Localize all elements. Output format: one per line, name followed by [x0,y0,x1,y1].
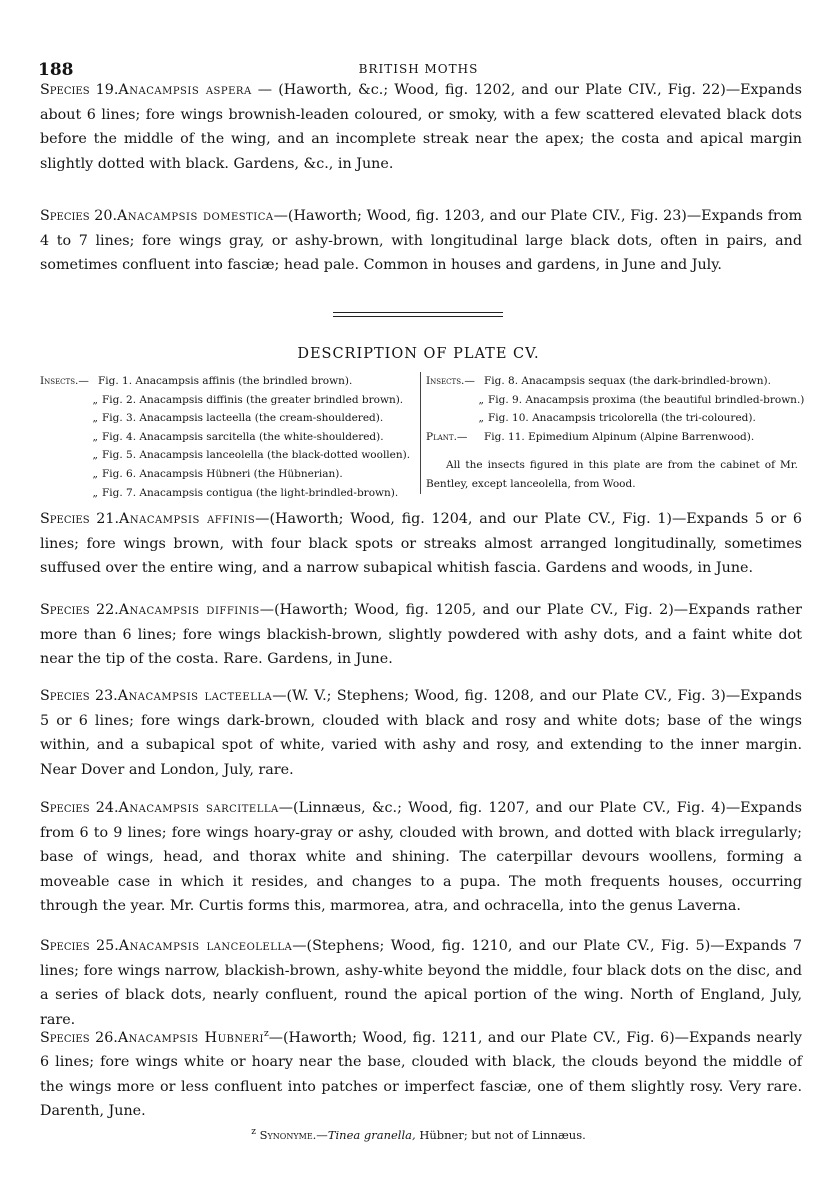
species-number: Species 20. [40,208,118,224]
footnote-marker: z [263,1029,269,1039]
species-name: Anacampsis Hubneri [117,1029,264,1046]
plate-figure-entry: „ Fig. 2. Anacampsis diffinis (the greater brindled brown). [92,393,404,406]
plate-figure-entry: Insects.— Fig. 1. Anacampsis affinis (the brindled brown). [40,375,353,387]
section-rule-top [333,312,503,313]
species-separator: — [255,511,270,527]
species-name: Anacampsis lacteella [117,688,273,704]
species-entry-24 [40,796,802,919]
species-description: (Haworth; Wood, fig. 1203, and our Plate CIV., Fig. 23)—Expands from 4 to 7 lines; fore wings gray, or ashy-brown, with longitudinal large black dots, often in pairs, and sometimes confluent into fasciæ; head pale. Common in houses and gardens, in June and July. [40,208,803,273]
plate-figure-entry: „ Fig. 9. Anacampsis proxima (the beautiful brindled-brown.) [478,393,805,406]
running-title: BRITISH MOTHS [358,62,479,76]
species-separator: — [292,938,307,954]
species-name: Anacampsis diffinis [118,602,260,618]
species-number: Species 25. [40,938,119,954]
species-entry-19 [40,78,802,176]
species-number: Species 19. [40,82,119,98]
species-number: Species 24. [40,800,119,816]
plate-figure-entry: „ Fig. 10. Anacampsis tricolorella (the tri-coloured). [478,412,756,425]
species-number: Species 23. [40,688,118,704]
footnote-mark: z [251,1127,256,1137]
species-separator: — [259,602,275,618]
species-separator: — [278,800,294,816]
species-name: Anacampsis sarcitella [118,800,279,816]
species-description: (Haworth, &c.; Wood, fig. 1202, and our Plate CIV., Fig. 22)—Expands about 6 lines; fore wings brownish-leaden coloured, or smoky, with a few scattered elevated black dots before the middle of the wing, and an incomplete streak near the apex; the costa and apical margin slightly dotted with black. Gardens, &c., in June. [40,82,802,172]
species-separator: — [268,1029,283,1046]
species-description: (Haworth; Wood, fig. 1204, and our Plate CV., Fig. 1)—Expands 5 or 6 lines; fore wings brown, with four black spots or streaks almost arranged longitudinally, sometimes suffused over the entire wing, and a narrow subapical whitish fascia. Gardens and woods, in June. [40,511,803,576]
plate-figure-entry: Insects.— Fig. 8. Anacampsis sequax (the dark-brindled-brown). [426,375,771,387]
species-separator: — [273,208,288,224]
species-entry-21 [40,507,802,581]
species-entry-22 [40,598,802,672]
species-entry-20 [40,204,802,278]
plate-figure-entry: Plant.— Fig. 11. Epimedium Alpinum (Alpine Barrenwood). [426,430,755,443]
footnote-synonym: Tinea granella, [327,1127,416,1142]
species-name: Anacampsis affinis [119,511,256,527]
plate-figure-entry: „ Fig. 4. Anacampsis sarcitella (the white-shouldered). [92,430,384,443]
species-separator: — [272,688,287,704]
footnote-text: Hübner; but not of Linnæus. [415,1127,586,1142]
plate-figure-entry: „ Fig. 3. Anacampsis lacteella (the cream-shouldered). [92,412,384,425]
species-number: Species 22. [40,602,119,618]
species-name: Anacampsis domestica [117,208,274,224]
species-entry-23 [40,684,802,782]
plate-figure-list-left [40,372,421,499]
plate-figure-entry: „ Fig. 6. Anacampsis Hübneri (the Hübnerian). [92,467,343,480]
section-rule-bottom [333,316,503,317]
plate-source-note: All the insects figured in this plate are from the cabinet of Mr. Bentley, except lanceolella, from Wood. [426,459,798,490]
footnote [0,1127,837,1142]
page-number: 188 [38,60,74,80]
species-entry-25 [40,934,802,1032]
species-description: (Haworth; Wood, fig. 1205, and our Plate CV., Fig. 2)—Expands rather more than 6 lines; fore wings blackish-brown, slightly powdered with ashy dots, and a faint white dot near the tip of the costa. Rare. Gardens, in June. [40,602,802,667]
species-name: Anacampsis aspera [118,82,252,98]
species-description: (Linnæus, &c.; Wood, fig. 1207, and our Plate CV., Fig. 4)—Expands from 6 to 9 lines; fore wings hoary-gray or ashy, clouded with brown, and dotted with black irregularly; base of wings, head, and thorax white and shining. The caterpillar devours woollens, forming a moveable case in which it resides, and changes to a pupa. The moth frequents houses, occurring through the year. Mr. Curtis forms this, marmorea, atra, and ochracella, into the genus Laverna. [40,800,802,914]
species-number: Species 21. [40,511,120,527]
plate-description-title: DESCRIPTION OF PLATE CV. [297,346,540,362]
species-description: (W. V.; Stephens; Wood, fig. 1208, and our Plate CV., Fig. 3)—Expands 5 or 6 lines; fore wings dark-brown, clouded with black and rosy and white dots; base of the wings within, and a subapical spot of white, varied with ashy and rosy, and extending to the inner margin. Near Dover and London, July, rare. [40,688,802,778]
species-separator: — [251,82,279,98]
species-name: Anacampsis lanceolella [118,938,293,954]
species-description: (Stephens; Wood, fig. 1210, and our Plate CV., Fig. 5)—Expands 7 lines; fore wings narrow, blackish-brown, ashy-white beyond the middle, four black dots on the disc, and a series of black dots, nearly confluent, round the apical portion of the wing. North of England, July, rare. [40,938,802,1028]
plate-figure-list-right [426,372,810,494]
species-description: (Haworth; Wood, fig. 1211, and our Plate CV., Fig. 6)—Expands nearly 6 lines; fore wings white or hoary near the base, clouded with black, the clouds beyond the middle of the wings more or less confluent into patches or imperfect fasciæ, one of them slightly rosy. Very rare. Darenth, June. [40,1029,803,1120]
footnote-label: Synonyme.— [259,1127,328,1142]
species-entry-26 [40,1022,802,1124]
species-number: Species 26. [40,1029,118,1046]
plate-figure-entry: „ Fig. 5. Anacampsis lanceolella (the black-dotted woollen). [92,449,411,462]
plate-figure-entry: „ Fig. 7. Anacampsis contigua (the light-brindled-brown). [92,486,399,499]
